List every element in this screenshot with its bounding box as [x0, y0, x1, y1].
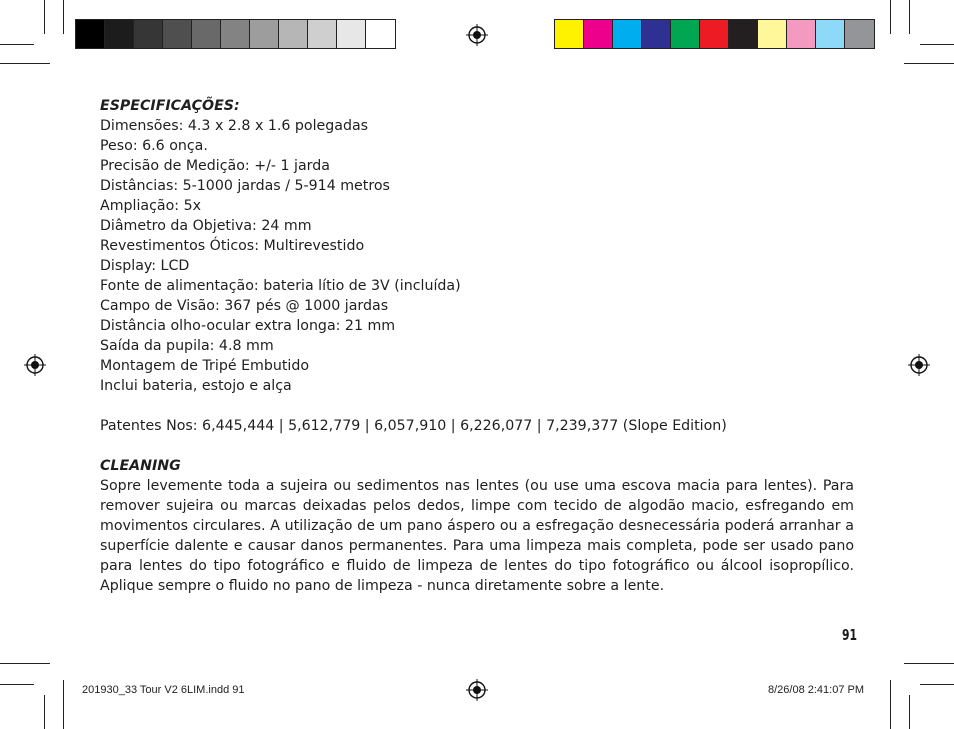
spec-line: Revestimentos Óticos: Multirevestido: [100, 238, 365, 254]
color-swatch: [76, 20, 105, 48]
page-number: 91: [842, 626, 858, 644]
crop-mark: [0, 684, 34, 685]
color-swatch: [816, 20, 845, 48]
cleaning-paragraph: Sopre levemente toda a sujeira ou sedimentos nas lentes (ou use uma escova macia para lentes). Para remover sujeira ou marcas deixadas pelos dedos, limpe com tecido de algodão macio, esfregando em movimentos circulares. A utilização de um pano áspero ou a esfregação desnecessária poderá arranhar a superfície dalente e causar danos permanentes. Para uma limpeza mais completa, pode ser usado pano para lentes do tipo fotográfico e fluido de limpeza de lentes do tipo fotográfico ou álcool isopropílico. Aplique sempre o fluido no pano de limpeza - nunca diretamente sobre a lente.: [100, 478, 854, 594]
color-swatch: [787, 20, 816, 48]
color-swatch: [758, 20, 787, 48]
cleaning-heading: CLEANING: [100, 458, 181, 474]
color-swatch: [250, 20, 279, 48]
crop-mark: [890, 680, 891, 729]
color-swatch: [279, 20, 308, 48]
crop-mark: [909, 0, 910, 34]
spec-line: Saída da pupila: 4.8 mm: [100, 338, 274, 354]
cmyk-color-bar: [554, 19, 875, 49]
spec-line: Inclui bateria, estojo e alça: [100, 378, 292, 394]
color-swatch: [221, 20, 250, 48]
color-swatch: [337, 20, 366, 48]
registration-mark-icon: [466, 679, 488, 701]
color-swatch: [729, 20, 758, 48]
specs-heading: ESPECIFICAÇÕES:: [100, 98, 240, 114]
registration-mark-icon: [466, 24, 488, 46]
patents-line: Patentes Nos: 6,445,444 | 5,612,779 | 6,057,910 | 6,226,077 | 7,239,377 (Slope Edition): [100, 418, 727, 434]
grayscale-color-bar: [75, 19, 396, 49]
crop-mark: [909, 695, 910, 729]
registration-mark-icon: [908, 354, 930, 376]
registration-mark-icon: [24, 354, 46, 376]
color-swatch: [613, 20, 642, 48]
color-swatch: [555, 20, 584, 48]
color-swatch: [163, 20, 192, 48]
color-swatch: [700, 20, 729, 48]
slug-timestamp: 8/26/08 2:41:07 PM: [768, 684, 865, 696]
color-swatch: [366, 20, 395, 48]
crop-mark: [904, 63, 954, 64]
color-swatch: [134, 20, 163, 48]
crop-mark: [920, 684, 954, 685]
color-swatch: [192, 20, 221, 48]
spec-line: Display: LCD: [100, 258, 190, 274]
specs-list: [100, 116, 854, 396]
spec-line: Montagem de Tripé Embutido: [100, 358, 310, 374]
spec-line: Distância olho-ocular extra longa: 21 mm: [100, 318, 396, 334]
spec-line: Distâncias: 5-1000 jardas / 5-914 metros: [100, 178, 390, 194]
crop-mark: [63, 0, 64, 34]
color-swatch: [671, 20, 700, 48]
slug-filename: 201930_33 Tour V2 6LIM.indd 91: [82, 684, 245, 696]
spec-line: Dimensões: 4.3 x 2.8 x 1.6 polegadas: [100, 118, 369, 134]
crop-mark: [63, 680, 64, 729]
crop-mark: [920, 44, 954, 45]
color-swatch: [308, 20, 337, 48]
crop-mark: [904, 663, 954, 664]
crop-mark: [0, 63, 50, 64]
crop-mark: [0, 44, 34, 45]
spec-line: Precisão de Medição: +/- 1 jarda: [100, 158, 330, 174]
spec-line: Peso: 6.6 onça.: [100, 138, 208, 154]
spec-line: Ampliação: 5x: [100, 198, 201, 214]
color-swatch: [845, 20, 874, 48]
crop-mark: [44, 0, 45, 34]
color-swatch: [105, 20, 134, 48]
spec-line: Diâmetro da Objetiva: 24 mm: [100, 218, 312, 234]
crop-mark: [0, 663, 50, 664]
page-content: [100, 96, 854, 596]
color-swatch: [584, 20, 613, 48]
color-swatch: [642, 20, 671, 48]
spec-line: Campo de Visão: 367 pés @ 1000 jardas: [100, 298, 389, 314]
spec-line: Fonte de alimentação: bateria lítio de 3V (incluída): [100, 278, 461, 294]
crop-mark: [890, 0, 891, 34]
crop-mark: [44, 695, 45, 729]
